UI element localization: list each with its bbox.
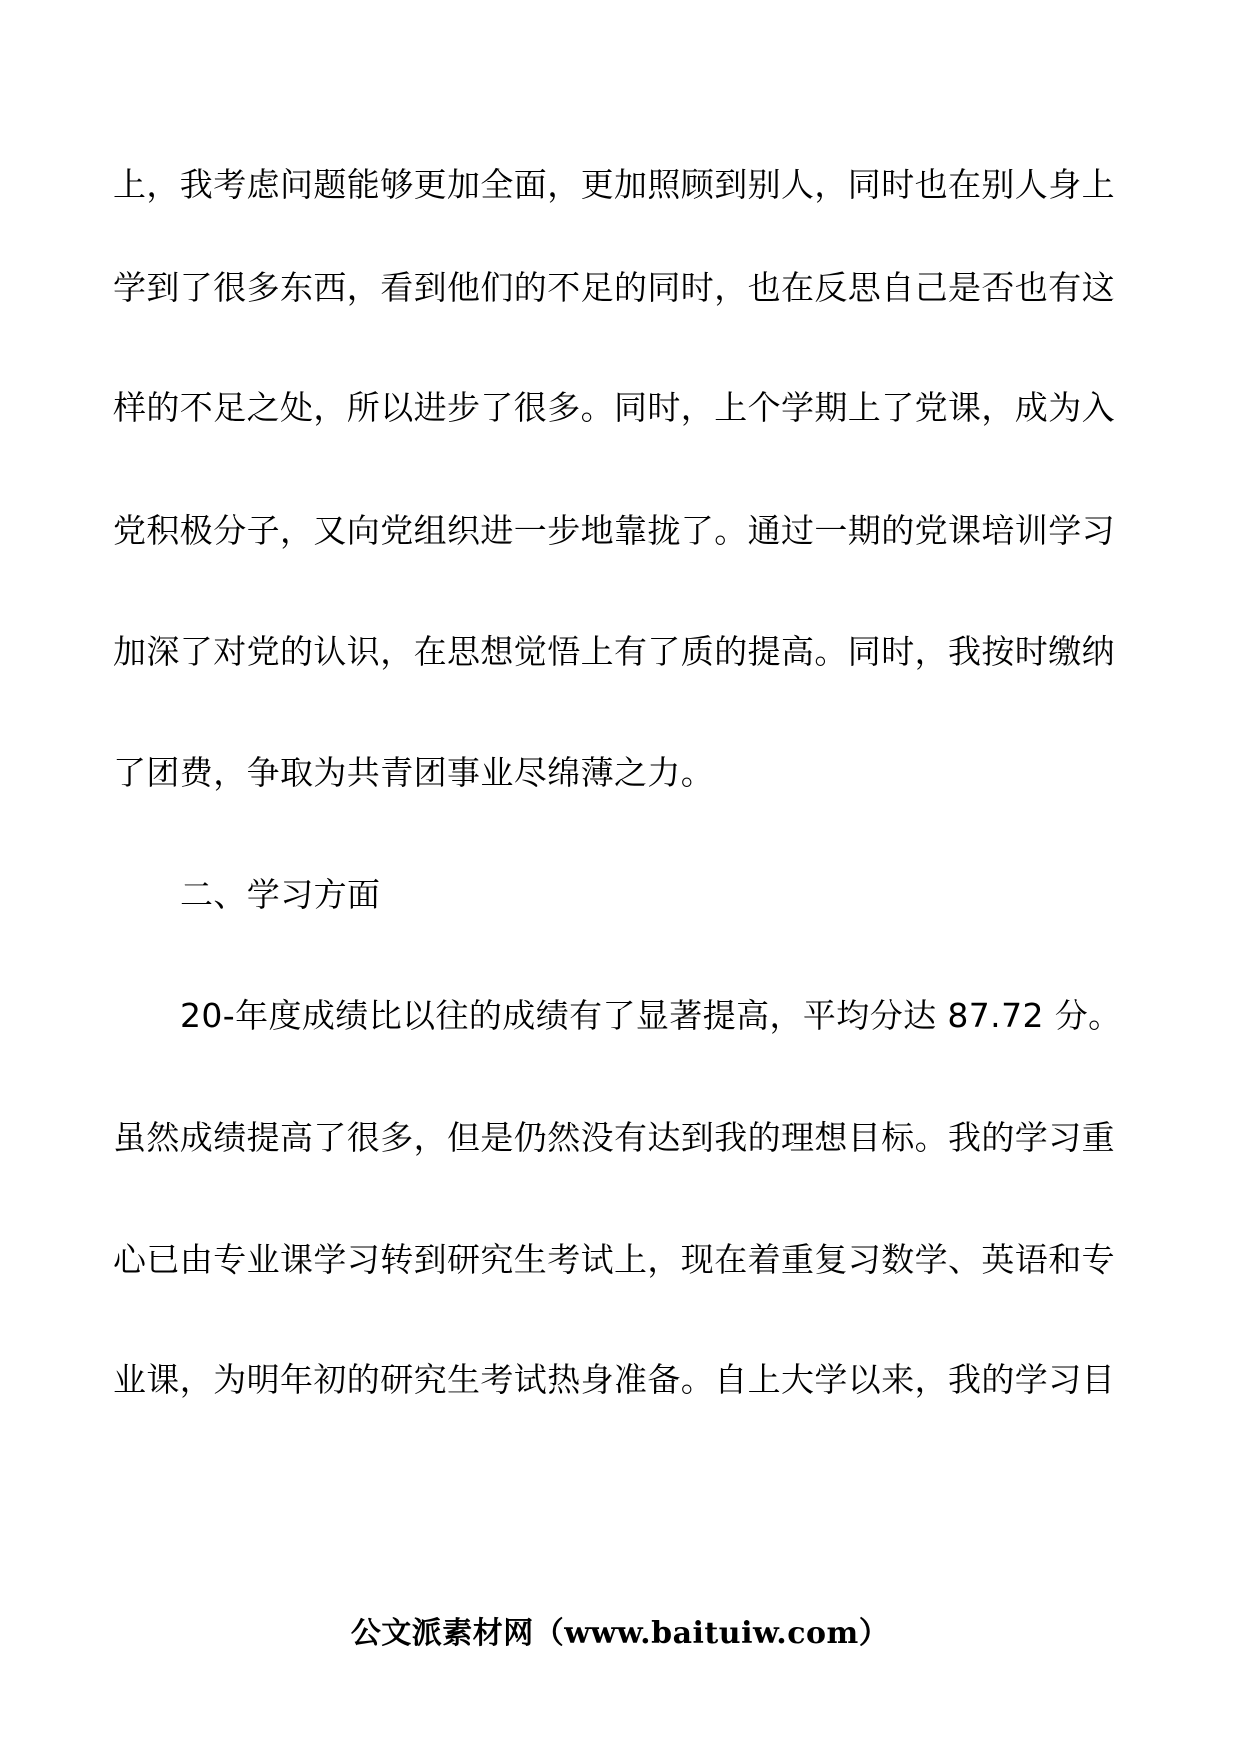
body-text-line-6: 了团费，争取为共青团事业尽绵薄之力。 bbox=[113, 753, 715, 792]
body-text-line-8: 心已由专业课学习转到研究生考试上，现在着重复习数学、英语和专 bbox=[113, 1240, 1115, 1279]
body-text-line-7: 虽然成绩提高了很多，但是仍然没有达到我的理想目标。我的学习重 bbox=[113, 1118, 1115, 1157]
body-text-line-1: 上，我考虑问题能够更加全面，更加照顾到别人，同时也在别人身上 bbox=[113, 165, 1115, 204]
body-text-line-5: 加深了对党的认识，在思想觉悟上有了质的提高。同时，我按时缴纳 bbox=[113, 632, 1115, 671]
body-text-line-2: 学到了很多东西，看到他们的不足的同时，也在反思自己是否也有这 bbox=[113, 268, 1115, 307]
paragraph-first-line: 20-年度成绩比以往的成绩有了显著提高，平均分达 87.72 分。 bbox=[180, 996, 1122, 1035]
body-text-line-9: 业课，为明年初的研究生考试热身准备。自上大学以来，我的学习目 bbox=[113, 1360, 1115, 1399]
body-text-line-4: 党积极分子，又向党组织进一步地靠拢了。通过一期的党课培训学习 bbox=[113, 511, 1115, 550]
body-text-line-3: 样的不足之处，所以进步了很多。同时，上个学期上了党课，成为入 bbox=[113, 388, 1115, 427]
section-heading: 二、学习方面 bbox=[180, 875, 381, 914]
footer-watermark-text: 公文派素材网（www.baituiw.com） bbox=[350, 1616, 890, 1651]
